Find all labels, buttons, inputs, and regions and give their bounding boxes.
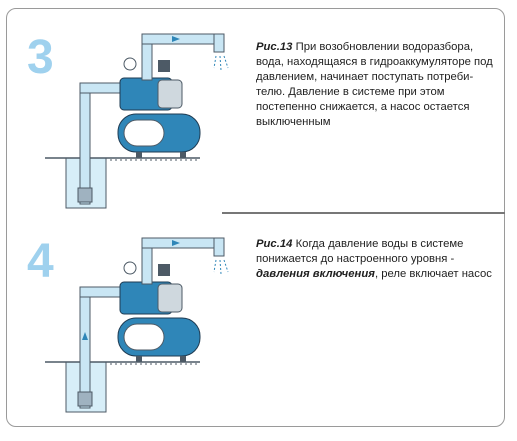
pump-diagram-step-4	[40, 232, 240, 412]
caption-step-3	[256, 40, 496, 130]
caption-line: понижается до настроенного уровня -	[256, 253, 455, 265]
fig-label-13: Рис.13	[256, 41, 293, 53]
section-divider	[222, 212, 505, 214]
caption-line: постепенно снижается, а насос остается	[256, 101, 470, 113]
caption-step-4	[256, 237, 500, 282]
caption-line: телю. Давление в системе при этом	[256, 86, 445, 98]
caption-line: Когда давление воды в системе	[292, 238, 464, 250]
caption-line: давлением, начинает поступать потреби-	[256, 71, 474, 83]
caption-line: выключенным	[256, 116, 331, 128]
step-number-4: 4	[27, 235, 54, 288]
caption-emphasis: давления включения	[256, 268, 375, 280]
caption-line: При возобновлении водоразбора,	[292, 41, 474, 53]
caption-line: , реле включает насос	[374, 268, 492, 280]
caption-line: вода, находящаяся в гидроаккумуляторе под	[256, 56, 493, 68]
step-number-3: 3	[27, 31, 54, 84]
pump-diagram-step-3	[40, 28, 240, 208]
fig-label-14: Рис.14	[256, 238, 293, 250]
